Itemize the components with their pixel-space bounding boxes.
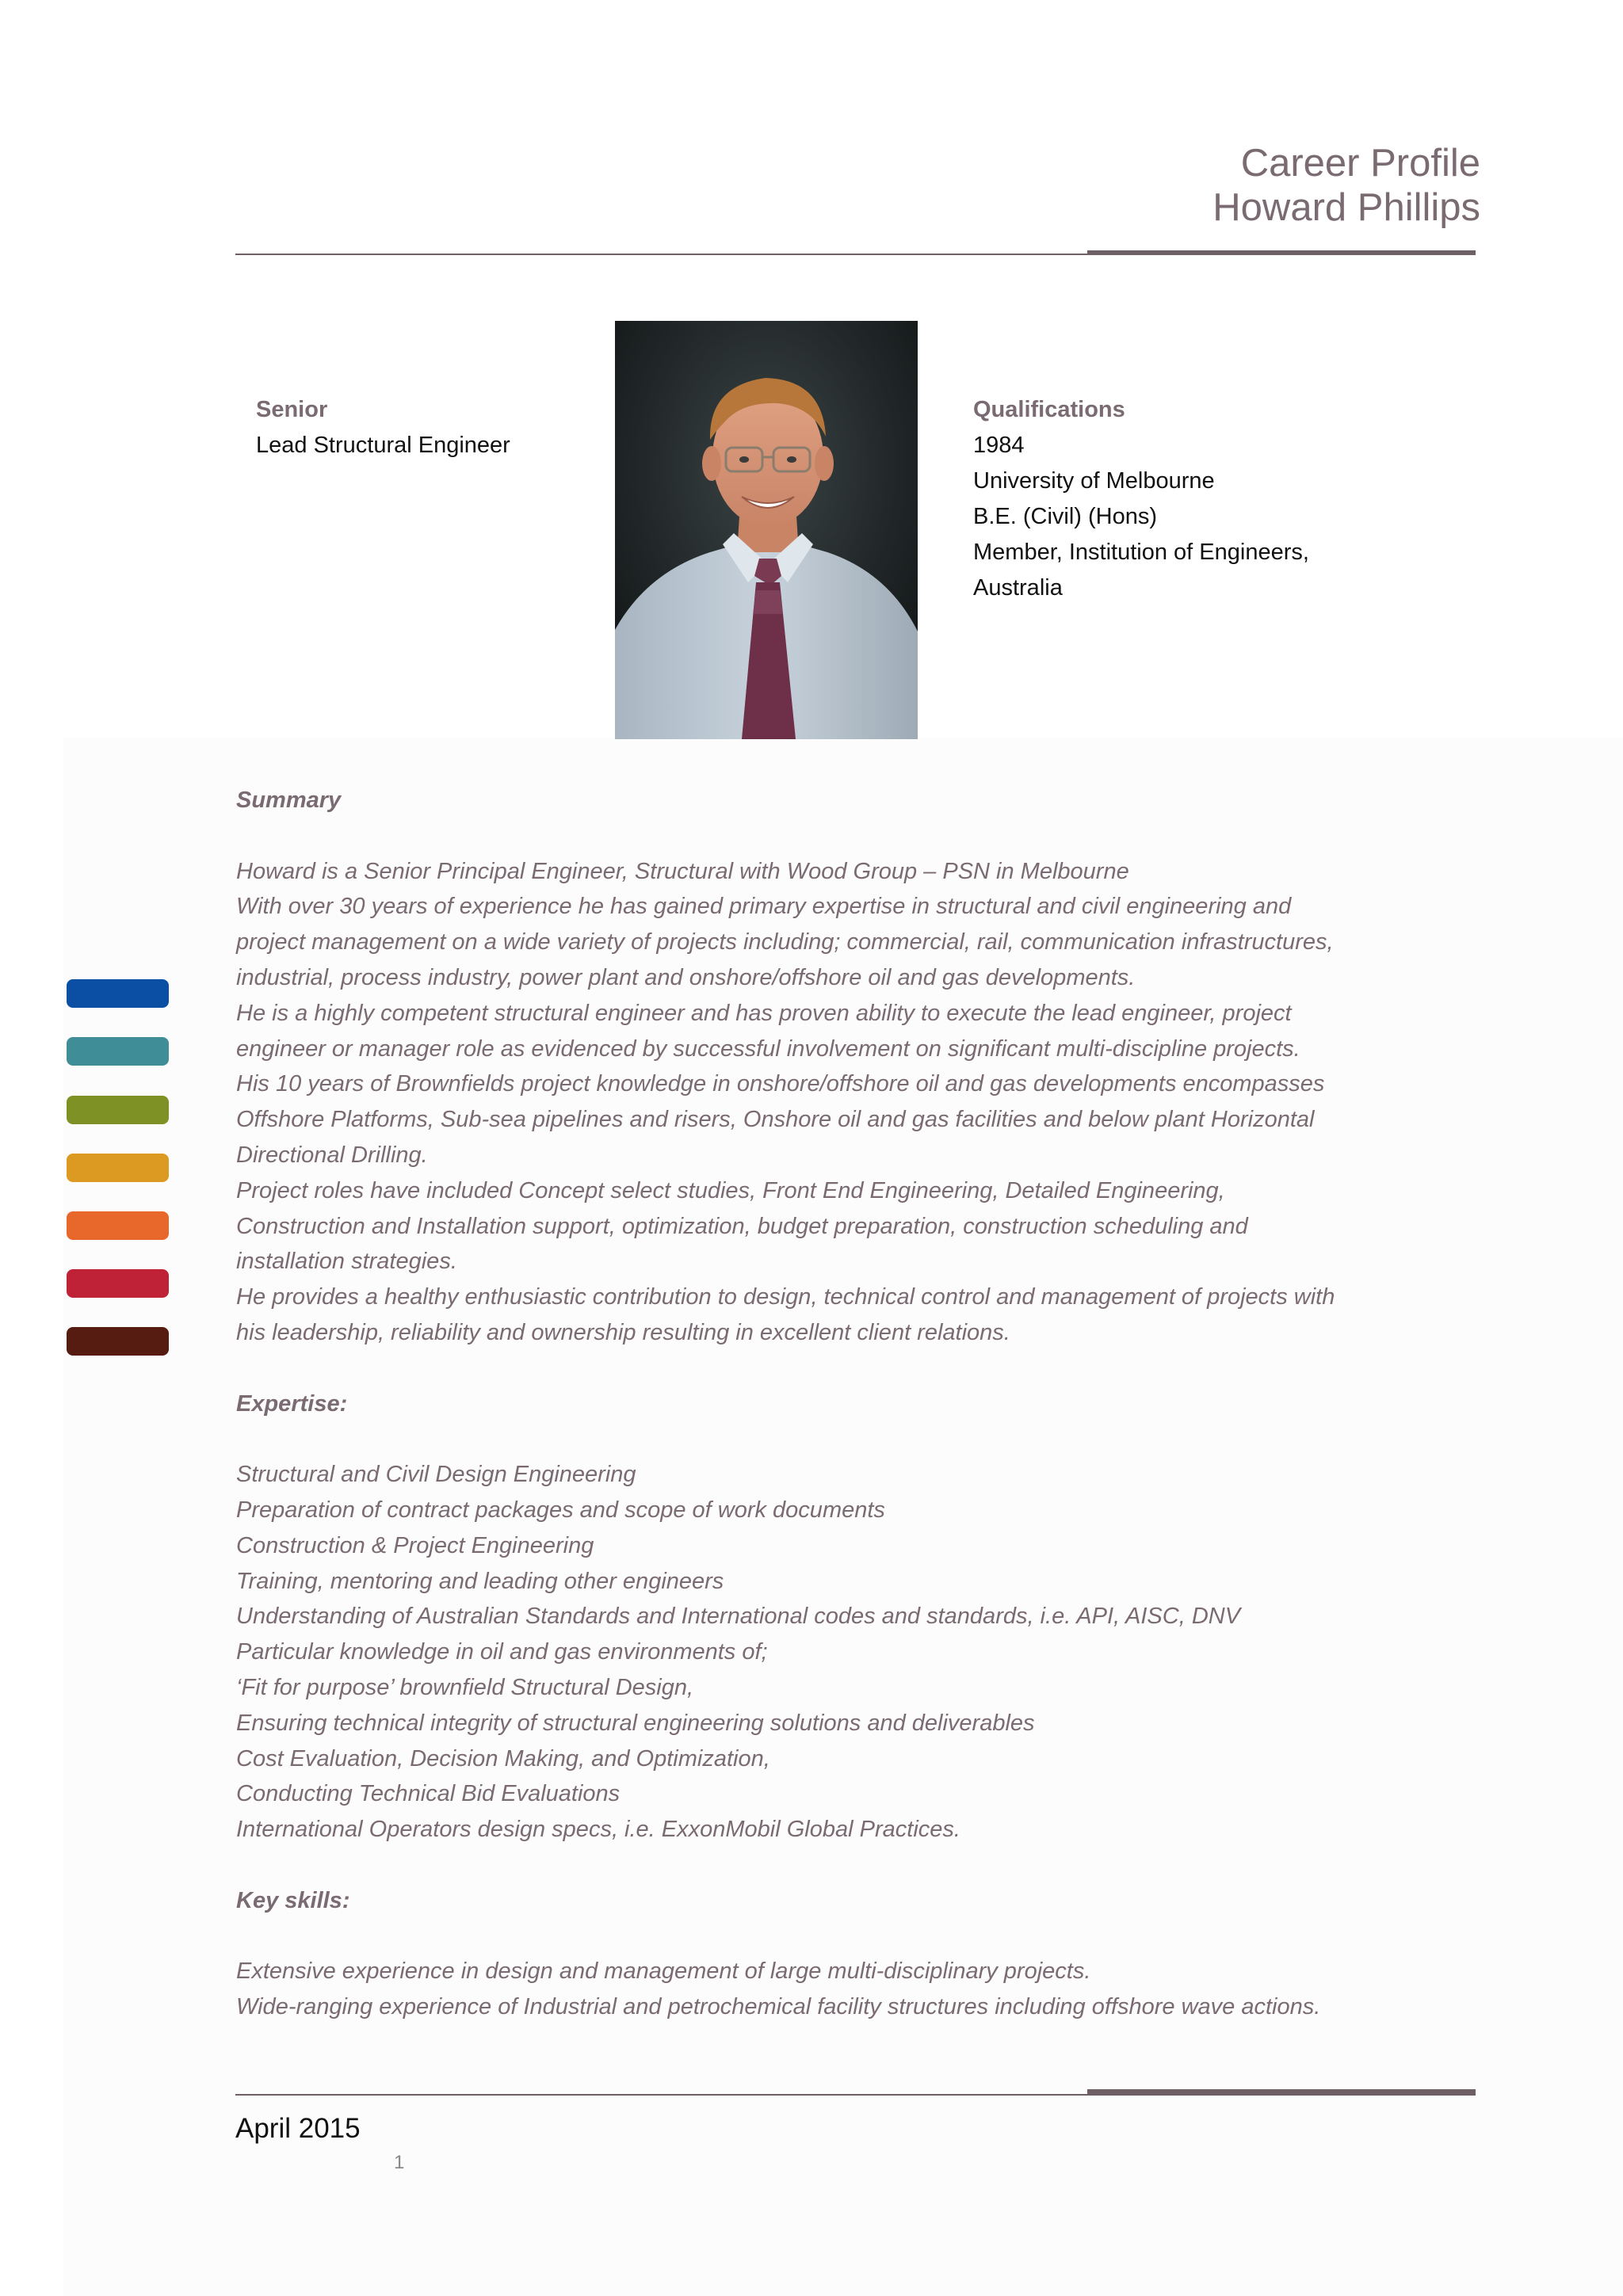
color-tab-orange: [67, 1211, 169, 1240]
footer-divider: [235, 2094, 1476, 2096]
expertise-item: Structural and Civil Design Engineering: [236, 1462, 636, 1488]
qualification-line: Australia: [973, 575, 1063, 601]
summary-line: Offshore Platforms, Sub-sea pipelines and risers, Onshore oil and gas facilities and below plant Horizontal: [236, 1107, 1315, 1133]
summary-line: He provides a healthy enthusiastic contribution to design, technical control and management of projects with: [236, 1284, 1335, 1310]
summary-line: project management on a wide variety of projects including; commercial, rail, communication infrastructures,: [236, 929, 1334, 955]
summary-heading: Summary: [236, 788, 342, 813]
expertise-item: ‘Fit for purpose’ brownfield Structural Design,: [236, 1674, 694, 1700]
qualification-line: B.E. (Civil) (Hons): [973, 504, 1158, 529]
summary-line: his leadership, reliability and ownership resulting in excellent client relations.: [236, 1319, 1010, 1345]
summary-line: Project roles have included Concept select studies, Front End Engineering, Detailed Engineering,: [236, 1177, 1225, 1203]
summary-line: Directional Drilling.: [236, 1142, 428, 1168]
profile-body: [236, 783, 1504, 2025]
header-divider-accent: [1087, 250, 1476, 255]
expertise-item: Particular knowledge in oil and gas environments of;: [236, 1639, 768, 1665]
color-tab-blue: [67, 979, 169, 1008]
color-tab-brown: [67, 1327, 169, 1356]
qualifications-block: [973, 392, 1309, 606]
expertise-item: International Operators design specs, i.e. ExxonMobil Global Practices.: [236, 1817, 960, 1843]
summary-line: industrial, process industry, power plant and onshore/offshore oil and gas developments.: [236, 964, 1136, 990]
footer-divider-accent: [1087, 2089, 1476, 2094]
title-line-name: Howard Phillips: [1212, 186, 1480, 229]
summary-line: Howard is a Senior Principal Engineer, Structural with Wood Group – PSN in Melbourne: [236, 858, 1129, 884]
expertise-item: Training, mentoring and leading other engineers: [236, 1568, 724, 1594]
color-tab-teal: [67, 1037, 169, 1066]
title-line-career-profile: Career Profile: [1240, 142, 1480, 185]
key-skill-item: Wide-ranging experience of Industrial and petrochemical facility structures including offshore wave actions.: [236, 1994, 1321, 2020]
role-title: Lead Structural Engineer: [256, 433, 510, 458]
key-skill-item: Extensive experience in design and management of large multi-disciplinary projects.: [236, 1958, 1091, 1985]
role-block: [256, 392, 510, 463]
qualifications-label: Qualifications: [973, 397, 1125, 422]
expertise-item: Cost Evaluation, Decision Making, and Optimization,: [236, 1745, 770, 1772]
qualification-line: University of Melbourne: [973, 468, 1215, 494]
qualification-line: 1984: [973, 433, 1025, 458]
expertise-heading: Expertise:: [236, 1390, 348, 1417]
expertise-item: Ensuring technical integrity of structural engineering solutions and deliverables: [236, 1710, 1035, 1736]
summary-line: Construction and Installation support, optimization, budget preparation, construction scheduling and: [236, 1213, 1248, 1239]
expertise-item: Conducting Technical Bid Evaluations: [236, 1781, 621, 1807]
color-tab-amber: [67, 1154, 169, 1182]
key-skills-heading: Key skills:: [236, 1887, 350, 1913]
summary-line: installation strategies.: [236, 1249, 457, 1275]
footer-date: April 2015: [235, 2113, 361, 2144]
page-number: 1: [394, 2152, 405, 2173]
color-tab-red: [67, 1269, 169, 1298]
profile-photo: [615, 321, 918, 739]
color-tab-olive: [67, 1096, 169, 1124]
summary-line: With over 30 years of experience he has gained primary expertise in structural and civil engineering and: [236, 894, 1292, 920]
summary-line: He is a highly competent structural engineer and has proven ability to execute the lead engineer, project: [236, 1000, 1292, 1026]
expertise-item: Preparation of contract packages and scope of work documents: [236, 1497, 885, 1523]
qualification-line: Member, Institution of Engineers,: [973, 540, 1309, 565]
page-title: [1212, 141, 1480, 230]
expertise-item: Construction & Project Engineering: [236, 1532, 594, 1558]
summary-line: engineer or manager role as evidenced by successful involvement on significant multi-discipline projects.: [236, 1035, 1300, 1062]
summary-line: His 10 years of Brownfields project knowledge in onshore/offshore oil and gas developments encompasses: [236, 1071, 1325, 1097]
role-label: Senior: [256, 397, 328, 422]
expertise-item: Understanding of Australian Standards and International codes and standards, i.e. API, AISC, DNV: [236, 1604, 1241, 1630]
